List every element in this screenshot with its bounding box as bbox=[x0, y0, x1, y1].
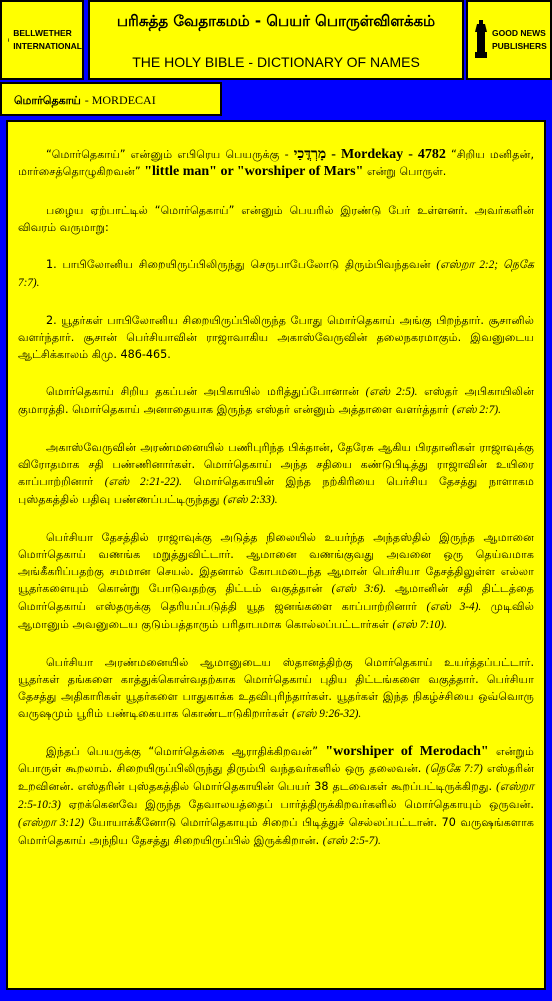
text-span: மொர்தெகாய் சிறிய தகப்பன் அபிகாயில் மரித்துப்போனான் bbox=[46, 385, 366, 398]
lamp-icon bbox=[474, 20, 488, 60]
text-span: என்றும் பொருள் கூறலாம். சிறையிருப்பிலிருந்து திரும்பி வந்தவர்களில் ஒரு தலைவன். bbox=[18, 745, 534, 775]
paragraph bbox=[18, 146, 534, 180]
bellwether-logo bbox=[2, 2, 82, 78]
text-span: மொர்தெகாயின் இந்த நற்கிரியை பெர்சிய தேசத்து நாளாகம புஸ்தகத்தில் பதிவு பண்ணப்பட்டிருந்தது bbox=[18, 475, 534, 506]
entry-name-english: - MORDECAI bbox=[84, 93, 156, 107]
good-news-logo bbox=[468, 2, 550, 78]
bellwether-logo-box bbox=[0, 0, 84, 80]
logo-right-line-1: GOOD NEWS bbox=[492, 28, 546, 38]
title-english: THE HOLY BIBLE - DICTIONARY OF NAMES bbox=[132, 54, 420, 70]
paragraph bbox=[18, 383, 534, 419]
paragraph bbox=[18, 529, 534, 634]
text-span: என்று பொருள். bbox=[363, 165, 447, 178]
paragraph bbox=[18, 312, 534, 363]
text-span: இந்தப் பெயருக்கு “மொர்தெக்கை ஆராதிக்கிறவன்” bbox=[46, 745, 326, 758]
text-span: முடிவில் ஆமானும் அவனுடைய குடும்பத்தாரும் பரிதாபமாக கொல்லப்பட்டார்கள் bbox=[18, 600, 534, 631]
paragraph bbox=[18, 439, 534, 509]
paragraph bbox=[18, 256, 534, 292]
scripture-reference: (எஸ் 3-4). bbox=[426, 601, 482, 613]
english-meaning: - Mordekay - 4782 bbox=[326, 147, 446, 162]
text-span: “மொர்தெகாய்” என்னும் எபிரெய பெயருக்கு - bbox=[46, 148, 294, 161]
paragraph bbox=[18, 743, 534, 850]
text-span: ஆமானின் சதி திட்டத்தை மொர்தெகாய் எஸ்தருக்கு தெரியப்படுத்தி யூத ஜனங்களை காப்பாற்றினார் bbox=[18, 582, 534, 613]
text-span: எஸ்தர் அபிகாயிலின் குமாரத்தி. மொர்தெகாய் அனாதையாக இருந்த எஸ்தர் என்னும் அத்தாளை வளர்த்தார் bbox=[18, 385, 534, 416]
paragraph bbox=[18, 654, 534, 723]
text-span: பெர்சியா அரண்மனையில் ஆமானுடைய ஸ்தானத்திற்கு மொர்தெகாய் உயர்த்தப்பட்டார். யூதர்கள் தங்களை காத்துக்கொள்வதற்காக மொர்தெகாய் புதிய திட்டங்களை வகுத்தார். பெர்சியா தேசத்து அதிகாரிகள் யூதர்களை பாதுகாக்க உதவிபுரிந்தார்கள். யூதர்கள் இந்த நிகழ்ச்சியை ஒவ்வொரு வருஷமும் பூரிம் பண்டிகையாக கொண்டாடுகிறார்கள் bbox=[18, 656, 534, 720]
title-tamil: பரிசுத்த வேதாகமம் - பெயர் பொருள்விளக்கம் bbox=[116, 12, 436, 30]
scripture-reference: (எஸ் 2:21-22). bbox=[104, 476, 182, 488]
english-meaning: מָרְדֳּכַי bbox=[293, 147, 327, 162]
text-span: “சிறிய மனிதன், மார்சைத்தொழுகிறவன்” bbox=[18, 148, 535, 178]
scripture-reference: (எஸ் 2:7). bbox=[452, 404, 501, 416]
scripture-reference: (எஸ் 2:33). bbox=[223, 494, 278, 506]
entry-content bbox=[6, 120, 546, 990]
scripture-reference: (எஸ் 2:5-7). bbox=[322, 835, 381, 847]
entry-name-tamil: மொர்தெகாய் bbox=[14, 94, 81, 107]
english-meaning: "worshiper of Merodach" bbox=[325, 744, 489, 759]
title-box bbox=[88, 0, 464, 80]
entry-name-box bbox=[0, 82, 222, 116]
entry-name bbox=[2, 84, 220, 109]
text-span: யோயாக்கீனோடு மொர்தெகாயும் சிறைப் பிடித்துச் செல்லப்பட்டான். 70 வருஷங்களாக மொர்தெகாய் அந்நிய தேசத்து சிறையிருப்பில் இருக்கிறான். bbox=[18, 816, 534, 847]
scripture-reference: (எஸ் 2:5). bbox=[365, 386, 418, 398]
scripture-reference: (எஸ் 3:6). bbox=[331, 583, 386, 595]
scripture-reference: (எஸ்றா 2:2; நெகே 7:7). bbox=[18, 259, 534, 289]
text-span: பழைய ஏற்பாட்டில் “மொர்தெகாய்” என்னும் பெயரில் இரண்டு பேர் உள்ளனர். அவர்களின் விவரம் வருமாறு: bbox=[18, 204, 534, 234]
logo-right-line-2: PUBLISHERS bbox=[492, 41, 547, 51]
scripture-reference: (எஸ் 7:10). bbox=[392, 619, 447, 631]
text-span: அகாஸ்வேருவின் அரண்மனையில் பணிபுரிந்த பிக்தான், தேரேசு ஆகிய பிரதானிகள் ராஜாவுக்கு விரோதமாக சதி பண்ணினார்கள். மொர்தெகாய் அந்த சதியை கண்டுபிடித்து ராஜாவின் உயிரை காப்பாற்றினார் bbox=[18, 441, 534, 488]
good-news-logo-box bbox=[466, 0, 552, 80]
logo-left-line-1: BELLWETHER bbox=[13, 28, 72, 38]
text-span: 2. யூதர்கள் பாபிலோனிய சிறையிருப்பிலிருந்த போது மொர்தெகாய் அங்கு பிறந்தார். சூசானில் வளர்ந்தார். சூசான் பெர்சியாவின் ராஜாவாகிய அகாஸ்வேருவின் தலைநகரமாகும். இவனுடைய ஆட்சிக்காலம் கிமு. 486-465. bbox=[18, 314, 534, 361]
text-span: 1. பாபிலோனிய சிறையிருப்பிலிருந்து செருபாபேலோடு திரும்பிவந்தவன் bbox=[46, 258, 437, 271]
paragraph bbox=[18, 202, 534, 236]
scripture-reference: (எஸ்றா 2:5-10:3) bbox=[18, 781, 534, 811]
lamp-icon bbox=[8, 20, 9, 60]
scripture-reference: (நெகே 7:7) bbox=[425, 763, 483, 775]
scripture-reference: (எஸ்றா 3:12) bbox=[18, 817, 84, 829]
english-meaning: "little man" or "worshiper of Mars" bbox=[144, 164, 364, 179]
text-span: பெர்சியா தேசத்தில் ராஜாவுக்கு அடுத்த நிலையில் உயர்ந்த அந்தஸ்தில் இருந்த ஆமானை மொர்தெகாய் வணங்க மறுத்துவிட்டார். ஆமானை வணங்குவது அவனை ஒரு தெய்வமாக அங்கீகரிப்பதற்கு சமமான செயல். இதனால் கோபமடைந்த ஆமான் பெர்சியா தேசத்திலுள்ள எல்லா யூதர்களையும் கொன்று போடுவதற்கு திட்டம் வகுத்தான் bbox=[18, 531, 534, 595]
scripture-reference: (எஸ் 9:26-32). bbox=[291, 708, 362, 720]
text-span: ஏறக்கெனவே இருந்த தேவாலயத்தைப் பார்த்திருக்கிறவர்களில் மொர்தெகாயும் ஒருவன். bbox=[60, 798, 534, 811]
logo-left-line-2: INTERNATIONAL bbox=[13, 41, 82, 51]
text-span: எஸ்தரின் உறவினன். எஸ்தரின் புஸ்தகத்தில் மொர்தெகாயின் பெயர் 38 தடவைகள் கூறப்பட்டிருக்கிறது. bbox=[18, 762, 534, 793]
